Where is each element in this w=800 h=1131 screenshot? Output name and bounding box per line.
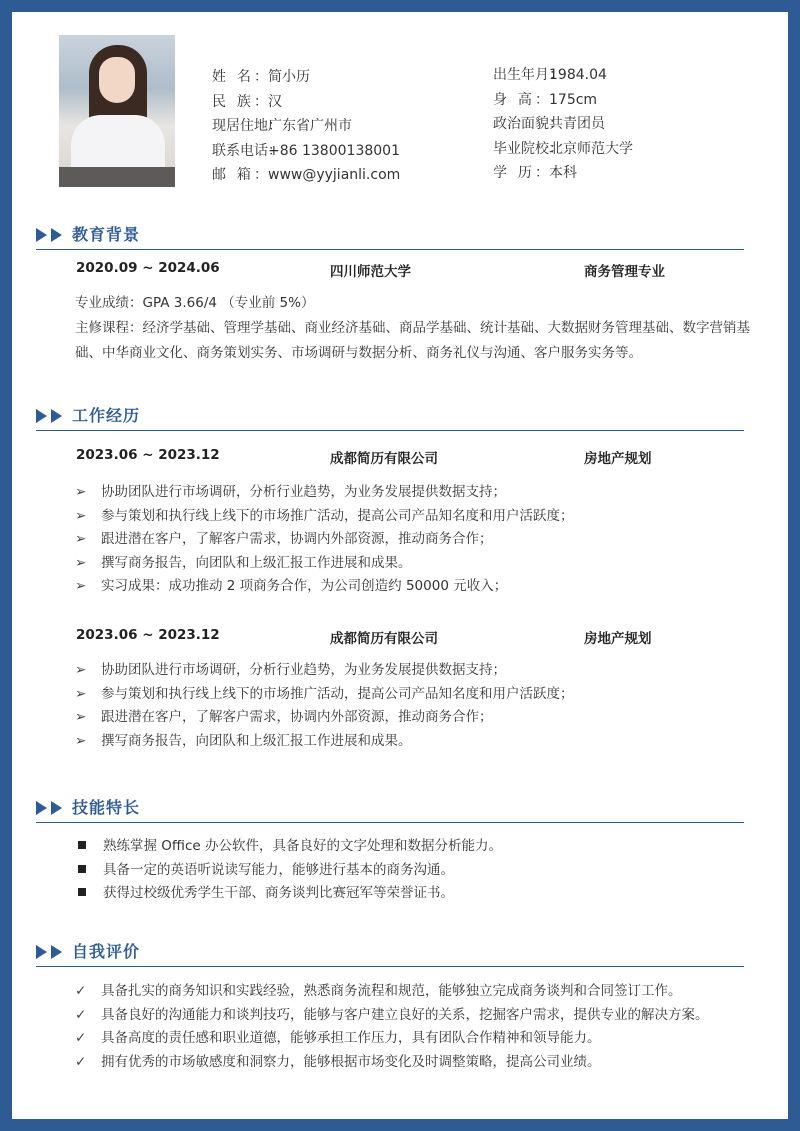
arrow-bullet-icon: ➢ xyxy=(75,662,87,678)
work-section xyxy=(36,402,744,431)
arrow-bullet-icon: ➢ xyxy=(75,732,87,749)
arrow-bullet-icon: ➢ xyxy=(75,484,87,500)
ethnicity-value: 汉 xyxy=(268,93,282,110)
skills-section xyxy=(36,794,744,823)
list-item: ➢ 撰写商务报告，向团队和上级汇报工作进展和成果。 xyxy=(75,552,574,576)
degree-row xyxy=(493,161,633,186)
job-1-items xyxy=(75,481,574,599)
degree-value: 本科 xyxy=(549,165,577,181)
list-item: ✓ 具备扎实的商务知识和实践经验，熟悉商务流程和规范，能够独立完成商务谈判和合同签订工作。 xyxy=(75,980,709,1004)
degree-label: 学 历： xyxy=(493,165,549,181)
square-bullet-icon xyxy=(78,865,86,873)
checkmark-icon: ✓ xyxy=(75,1006,87,1023)
list-item: 获得过校级优秀学生干部、商务谈判比赛冠军等荣誉证书。 xyxy=(78,882,502,906)
double-arrow-icon xyxy=(36,409,66,423)
education-major: 商务管理专业 xyxy=(584,264,665,280)
arrow-bullet-icon: ➢ xyxy=(75,578,87,594)
self-eval-title: 自我评价 xyxy=(72,942,141,961)
skills-header xyxy=(36,794,744,823)
name-label: 姓 名： xyxy=(212,69,268,85)
political-value: 共青团员 xyxy=(549,116,605,132)
work-header xyxy=(36,402,744,431)
education-courses: 主修课程：经济学基础、管理学基础、商业经济基础、商品学基础、统计基础、大数据财务管理基础、数字营销基础、中华商业文化、商务策划实务、市场调研与数据分析、商务礼仪与沟通、客户服务实务等。 xyxy=(75,320,750,361)
school-value: 北京师范大学 xyxy=(549,140,633,157)
school-label: 毕业院校： xyxy=(493,140,563,157)
job-1-period: 2023.06 ~ 2023.12 xyxy=(76,447,220,463)
job-1-role: 房地产规划 xyxy=(584,451,652,467)
self-eval-items xyxy=(75,980,709,1074)
arrow-bullet-icon: ➢ xyxy=(75,507,87,524)
list-item: ➢ 协助团队进行市场调研，分析行业趋势，为业务发展提供数据支持； xyxy=(75,659,574,683)
birth-label: 出生年月： xyxy=(493,67,563,83)
birth-row xyxy=(493,63,633,88)
residence-row xyxy=(212,114,400,139)
checkmark-icon: ✓ xyxy=(75,1030,87,1046)
list-item: ✓ 具备良好的沟通能力和谈判技巧，能够与客户建立良好的关系，挖掘客户需求，提供专业的解决方案。 xyxy=(75,1004,709,1028)
school-row xyxy=(493,137,633,162)
email-row xyxy=(212,163,400,188)
double-arrow-icon xyxy=(36,945,66,959)
birth-value: 1984.04 xyxy=(549,67,607,83)
arrow-bullet-icon: ➢ xyxy=(75,531,87,547)
name-row xyxy=(212,65,400,90)
list-item: ➢ 撰写商务报告，向团队和上级汇报工作进展和成果。 xyxy=(75,730,574,754)
list-item: ➢ 跟进潜在客户，了解客户需求，协调内外部资源，推动商务合作； xyxy=(75,706,574,730)
skills-items xyxy=(78,835,502,906)
education-title: 教育背景 xyxy=(72,225,141,244)
job-1-company: 成都简历有限公司 xyxy=(330,451,438,467)
height-label: 身 高： xyxy=(493,91,549,108)
residence-value: 广东省广州市 xyxy=(268,118,352,134)
list-item: ➢ 参与策划和执行线上线下的市场推广活动，提高公司产品知名度和用户活跃度； xyxy=(75,505,574,529)
profile-photo xyxy=(59,35,175,187)
skills-title: 技能特长 xyxy=(72,798,141,817)
double-arrow-icon xyxy=(36,228,66,242)
square-bullet-icon xyxy=(78,841,86,849)
checkmark-icon: ✓ xyxy=(75,1053,87,1070)
personal-info-left xyxy=(212,65,400,188)
education-gpa: 专业成绩：GPA 3.66/4 （专业前 5%） xyxy=(75,295,315,311)
height-row xyxy=(493,88,633,113)
height-value: 175cm xyxy=(549,91,598,108)
list-item: ➢ 参与策划和执行线上线下的市场推广活动，提高公司产品知名度和用户活跃度； xyxy=(75,683,574,707)
double-arrow-icon xyxy=(36,801,66,815)
phone-value: +86 13800138001 xyxy=(268,142,400,159)
residence-label: 现居住地： xyxy=(212,118,282,134)
ethnicity-label: 民 族： xyxy=(212,93,268,110)
ethnicity-row xyxy=(212,90,400,115)
arrow-bullet-icon: ➢ xyxy=(75,554,87,571)
list-item: 熟练掌握 Office 办公软件，具备良好的文字处理和数据分析能力。 xyxy=(78,835,502,859)
self-eval-section xyxy=(36,938,744,967)
political-row xyxy=(493,112,633,137)
checkmark-icon: ✓ xyxy=(75,983,87,999)
education-school: 四川师范大学 xyxy=(330,264,411,280)
email-value: www@yyjianli.com xyxy=(268,167,401,183)
phone-label: 联系电话： xyxy=(212,142,282,159)
list-item: 具备一定的英语听说读写能力，能够进行基本的商务沟通。 xyxy=(78,859,502,883)
job-2-items xyxy=(75,659,574,753)
name-value: 简小历 xyxy=(268,69,310,85)
list-item: ➢ 实习成果：成功推动 2 项商务合作，为公司创造约 50000 元收入； xyxy=(75,575,574,599)
job-2-role: 房地产规划 xyxy=(584,631,652,647)
phone-row xyxy=(212,139,400,164)
email-label: 邮 箱： xyxy=(212,167,268,183)
square-bullet-icon xyxy=(78,888,86,896)
education-header xyxy=(36,221,744,250)
work-title: 工作经历 xyxy=(72,406,141,425)
job-2-period: 2023.06 ~ 2023.12 xyxy=(76,627,220,643)
personal-info-right xyxy=(493,63,633,186)
self-eval-header xyxy=(36,938,744,967)
education-period: 2020.09 ~ 2024.06 xyxy=(76,260,220,276)
arrow-bullet-icon: ➢ xyxy=(75,685,87,702)
list-item: ➢ 协助团队进行市场调研，分析行业趋势，为业务发展提供数据支持； xyxy=(75,481,574,505)
list-item: ✓ 拥有优秀的市场敏感度和洞察力，能够根据市场变化及时调整策略，提高公司业绩。 xyxy=(75,1051,709,1075)
list-item: ✓ 具备高度的责任感和职业道德，能够承担工作压力，具有团队合作精神和领导能力。 xyxy=(75,1027,709,1051)
list-item: ➢ 跟进潜在客户，了解客户需求，协调内外部资源，推动商务合作； xyxy=(75,528,574,552)
arrow-bullet-icon: ➢ xyxy=(75,709,87,725)
political-label: 政治面貌： xyxy=(493,116,563,132)
job-2-company: 成都简历有限公司 xyxy=(330,631,438,647)
education-section xyxy=(36,221,744,250)
